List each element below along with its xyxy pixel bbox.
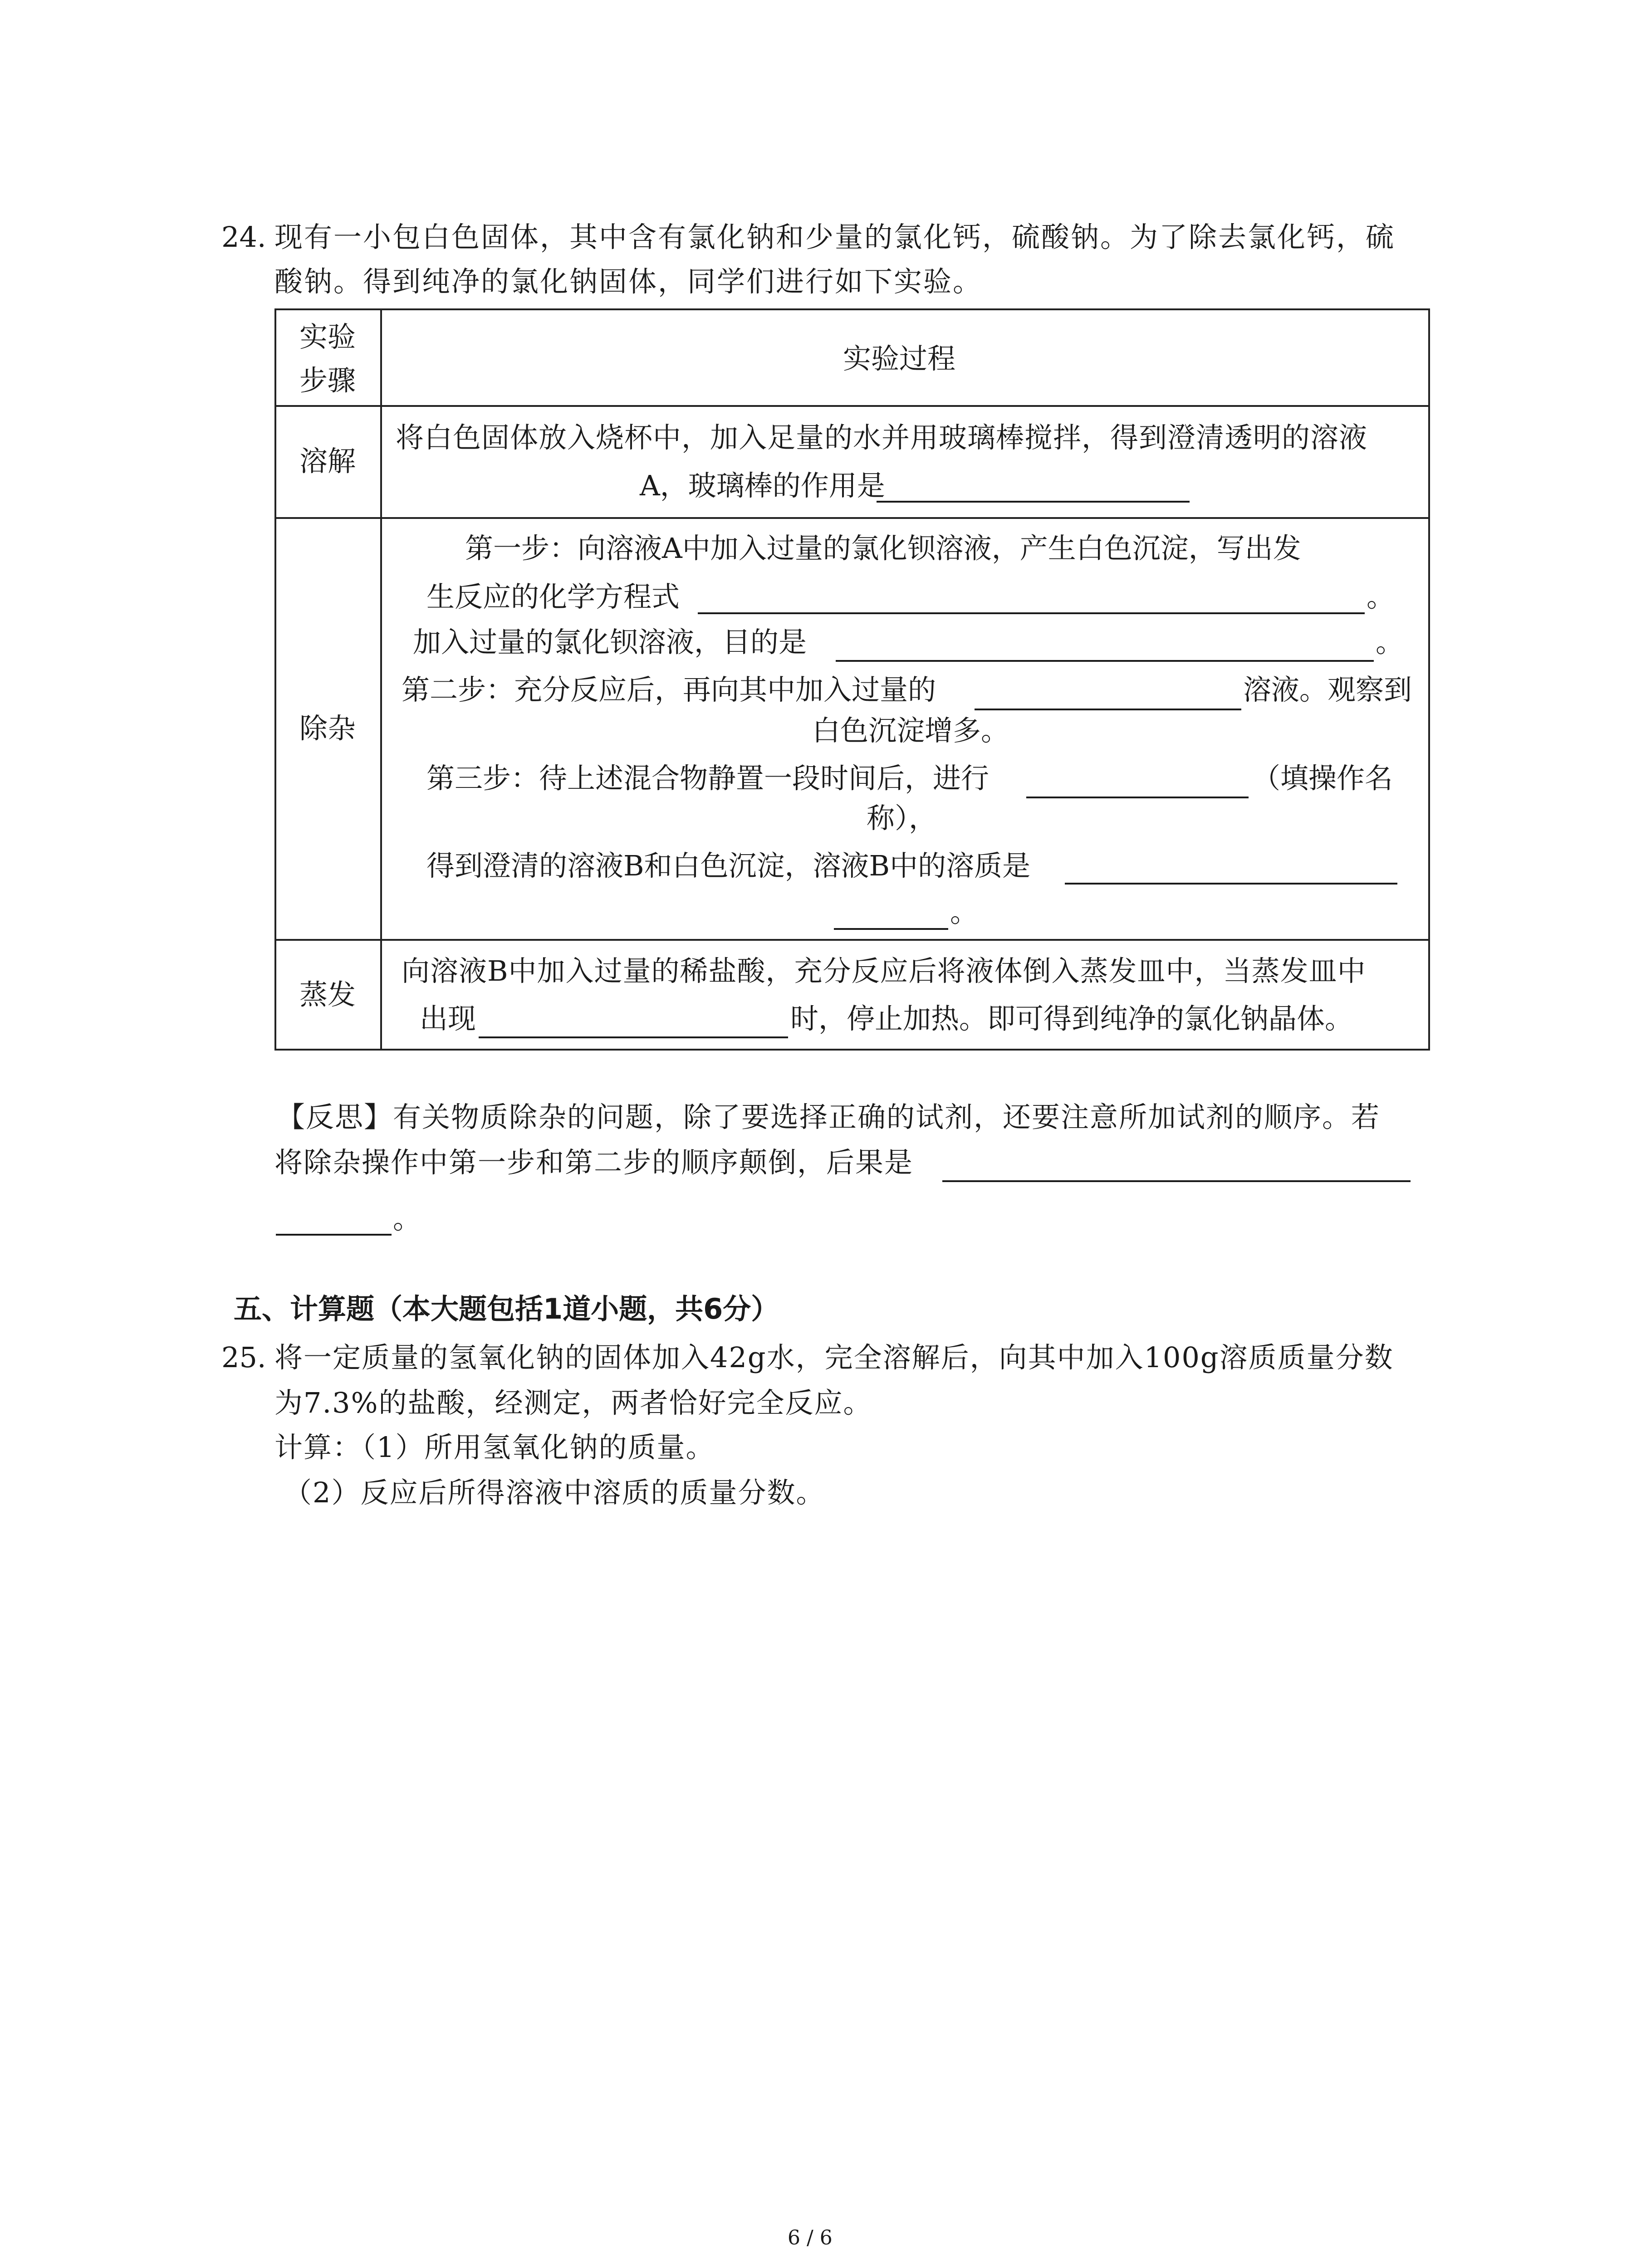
purify-s2-line1b: 溶液。观察到 — [1243, 673, 1412, 706]
answer-blank-solute-cont[interactable] — [834, 928, 948, 930]
purify-s3-line2: 称）， — [867, 802, 937, 835]
evaporate-step-label: 蒸发 — [299, 978, 356, 1011]
answer-blank-glass-rod[interactable] — [877, 501, 1190, 503]
page-number: 6 / 6 — [788, 2226, 833, 2249]
section5-heading: 五、计算题（本大题包括1道小题，共6分） — [234, 1292, 779, 1325]
reflection-line1: 【反思】有关物质除杂的问题，除了要选择正确的试剂，还要注意所加试剂的顺序。若 — [277, 1100, 1381, 1134]
evaporate-line1: 向溶液B中加入过量的稀盐酸，充分反应后将液体倒入蒸发皿中，当蒸发皿中 — [402, 954, 1366, 987]
purify-s2-line1a: 第二步：充分反应后，再向其中加入过量的 — [402, 673, 936, 706]
q24-number: 24. — [221, 220, 266, 254]
answer-blank-solute[interactable] — [1065, 883, 1397, 885]
reflection-line2: 将除杂操作中第一步和第二步的顺序颠倒，后果是 — [274, 1146, 914, 1179]
evaporate-line2b: 时，停止加热。即可得到纯净的氯化钠晶体。 — [790, 1002, 1353, 1035]
header-process-label: 实验过程 — [843, 342, 956, 375]
dissolve-step-label: 溶解 — [299, 445, 356, 478]
q25-number: 25. — [221, 1341, 266, 1374]
header-step-label-2: 步骤 — [299, 364, 356, 397]
dissolve-line2: A，玻璃棒的作用是 — [640, 469, 885, 502]
answer-blank-operation[interactable] — [1026, 797, 1249, 798]
purify-s3-line3: 得到澄清的溶液B和白色沉淀，溶液B中的溶质是 — [426, 849, 1031, 882]
evaporate-line2a: 出现 — [420, 1002, 476, 1035]
q24-intro-line2: 酸钠。得到纯净的氯化钠固体，同学们进行如下实验。 — [274, 265, 983, 298]
purify-step-label: 除杂 — [299, 712, 356, 745]
answer-blank-consequence[interactable] — [942, 1180, 1411, 1182]
purify-s1-line2: 生反应的化学方程式 — [426, 580, 680, 613]
purify-s1-line3-end: 。 — [1376, 626, 1404, 659]
answer-blank-reagent[interactable] — [975, 709, 1241, 710]
header-step-label-1: 实验 — [299, 320, 356, 353]
answer-blank-equation[interactable] — [698, 612, 1365, 614]
purify-s3-line1b: （填操作名 — [1252, 762, 1393, 795]
purify-s1-line2-end: 。 — [1367, 580, 1395, 613]
q24-intro-line1: 现有一小包白色固体，其中含有氯化钠和少量的氯化钙，硫酸钠。为了除去氯化钙，硫 — [274, 220, 1396, 254]
q25-line3: 计算：（1）所用氢氧化钠的质量。 — [274, 1431, 715, 1464]
answer-blank-purpose[interactable] — [836, 660, 1374, 662]
purify-s2-line2: 白色沉淀增多。 — [812, 714, 1009, 747]
purify-s3-line1a: 第三步：待上述混合物静置一段时间后，进行 — [426, 762, 989, 795]
purify-s1-line1: 第一步：向溶液A中加入过量的氯化钡溶液，产生白色沉淀，写出发 — [465, 532, 1301, 565]
answer-blank-evaporation[interactable] — [479, 1036, 788, 1038]
q25-line1: 将一定质量的氢氧化钠的固体加入42g水，完全溶解后，向其中加入100g溶质质量分数 — [274, 1341, 1394, 1374]
q25-line2: 为7.3%的盐酸，经测定，两者恰好完全反应。 — [274, 1386, 872, 1419]
purify-s1-line3: 加入过量的氯化钡溶液，目的是 — [413, 626, 807, 659]
q25-line4: （2）反应后所得溶液中溶质的质量分数。 — [284, 1476, 825, 1509]
answer-blank-consequence-cont[interactable] — [276, 1234, 392, 1236]
reflection-line3-end: 。 — [393, 1202, 421, 1235]
purify-s3-line4-end: 。 — [950, 895, 979, 929]
dissolve-line1: 将白色固体放入烧杯中，加入足量的水并用玻璃棒搅拌，得到澄清透明的溶液 — [396, 421, 1368, 454]
